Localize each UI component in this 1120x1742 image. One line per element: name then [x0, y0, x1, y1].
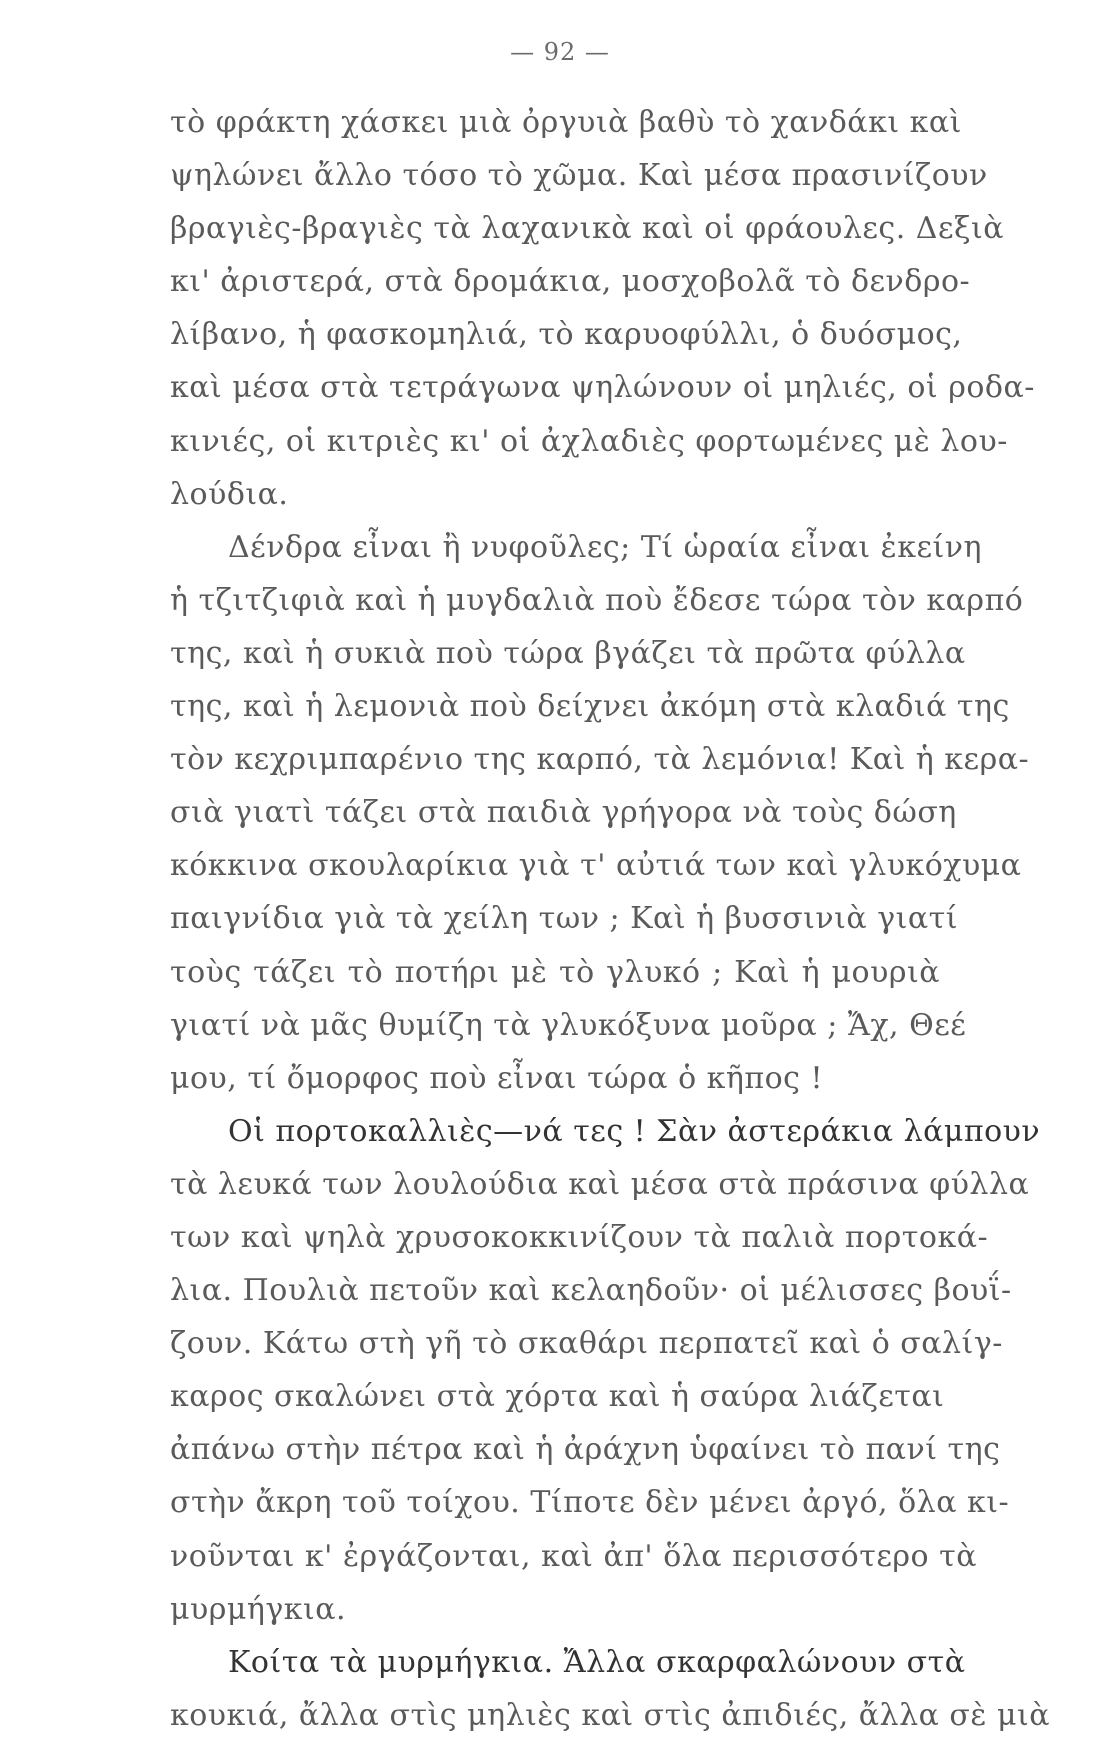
text-line: λούδια. [170, 476, 289, 512]
text-line: κινιές, οἱ κιτριὲς κι' οἱ ἀχλαδιὲς φορτωμένες μὲ λου- [170, 423, 1008, 459]
text-line: μου, τί ὄμορφος ποὺ εἶναι τώρα ὁ κῆπος ! [170, 1060, 824, 1096]
text-line: Δένδρα εἶναι ἢ νυφοῦλες; Τί ὡραία εἶναι ἐκείνη [228, 529, 983, 565]
text-line: κόκκινα σκουλαρίκια γιὰ τ' αὐτιά των καὶ γλυκόχυμα [170, 848, 1022, 884]
text-line: τὸ φράκτη χάσκει μιὰ ὀργυιὰ βαθὺ τὸ χανδάκι καὶ [170, 105, 962, 140]
text-line: της, καὶ ἡ λεμονιὰ ποὺ δείχνει ἀκόμη στὰ κλαδιά της [170, 689, 1010, 725]
text-line: τὰ λευκά των λουλούδια καὶ μέσα στὰ πράσινα φύλλα [170, 1166, 1030, 1202]
text-line: καὶ μέσα στὰ τετράγωνα ψηλώνουν οἱ μηλιές, οἱ ροδα- [170, 370, 1035, 406]
text-line: ἡ τζιτζιφιὰ καὶ ἡ μυγδαλιὰ ποὺ ἔδεσε τώρα τὸν καρπό [170, 582, 1024, 618]
text-line: σιὰ γιατὶ τάζει στὰ παιδιὰ γρήγορα νὰ τοὺς δώση [170, 795, 957, 831]
text-line: κι' ἀριστερά, στὰ δρομάκια, μοσχοβολᾶ τὸ δενδρο- [170, 264, 971, 300]
text-line: κουκιά, ἄλλα στὶς μηλιὲς καὶ στὶς ἀπιδιές, ἄλλα σὲ μιὰ [170, 1697, 1051, 1733]
text-line: στὴν ἄκρη τοῦ τοίχου. Τίποτε δὲν μένει ἀργό, ὅλα κι- [170, 1485, 1010, 1521]
text-line: ζουν. Κάτω στὴ γῆ τὸ σκαθάρι περπατεῖ καὶ ὁ σαλίγ- [170, 1326, 1003, 1362]
text-line: παιγνίδια γιὰ τὰ χείλη των ; Καὶ ἡ βυσσινιὰ γιατί [170, 901, 959, 937]
text-line: τοὺς τάζει τὸ ποτήρι μὲ τὸ γλυκό ; Καὶ ἡ μουριὰ [170, 954, 940, 990]
text-line: Κοίτα τὰ μυρμήγκια. Ἄλλα σκαρφαλώνουν στὰ [228, 1644, 966, 1680]
text-line: λίβανο, ἡ φασκομηλιά, τὸ καρυοφύλλι, ὁ δυόσμος, [170, 317, 963, 353]
text-line: καρος σκαλώνει στὰ χόρτα καὶ ἡ σαύρα λιάζεται [170, 1379, 945, 1415]
text-line: ἀπάνω στὴν πέτρα καὶ ἡ ἀράχνη ὑφαίνει τὸ πανί της [170, 1432, 1001, 1468]
text-line: ψηλώνει ἄλλο τόσο τὸ χῶμα. Καὶ μέσα πρασινίζουν [170, 158, 988, 194]
text-line: βραγιὲς-βραγιὲς τὰ λαχανικὰ καὶ οἱ φράουλες. Δεξιὰ [170, 211, 1005, 247]
text-line: μυρμήγκια. [170, 1591, 347, 1627]
text-line: λια. Πουλιὰ πετοῦν καὶ κελαηδοῦν· οἱ μέλισσες βουΐ- [170, 1273, 1012, 1309]
text-line: νοῦνται κ' ἐργάζονται, καὶ ἀπ' ὅλα περισσότερο τὰ [170, 1538, 977, 1574]
text-line: της, καὶ ἡ συκιὰ ποὺ τώρα βγάζει τὰ πρῶτα φύλλα [170, 635, 966, 671]
text-line: γιατί νὰ μᾶς θυμίζη τὰ γλυκόξυνα μοῦρα ; Ἄχ, Θεέ [170, 1007, 967, 1043]
text-line: τὸν κεχριμπαρένιο της καρπό, τὰ λεμόνια! Καὶ ἡ κερα- [170, 742, 1030, 778]
text-line: των καὶ ψηλὰ χρυσοκοκκινίζουν τὰ παλιὰ πορτοκά- [170, 1219, 989, 1255]
page-number: — 92 — [510, 38, 610, 66]
text-line: Οἱ πορτοκαλλιὲς—νά τες ! Σὰν ἀστεράκια λάμπουν [228, 1113, 1041, 1149]
body-text [170, 96, 1051, 1742]
